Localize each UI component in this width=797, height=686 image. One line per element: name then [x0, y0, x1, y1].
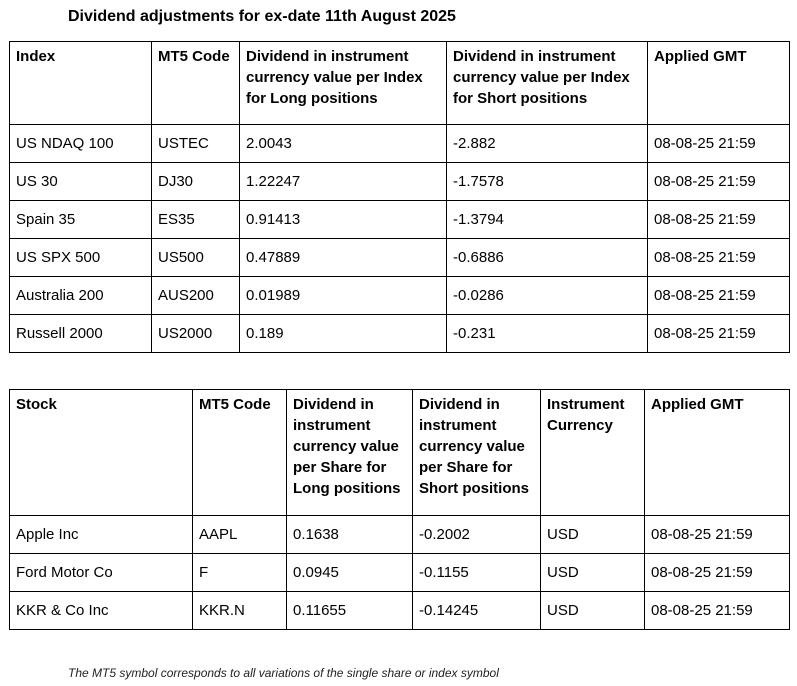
- dividend-long-cell: 0.0945: [287, 554, 413, 592]
- dividend-short-cell: -2.882: [447, 125, 648, 163]
- dividend-long-cell: 0.91413: [240, 201, 447, 239]
- stock-name-cell: Apple Inc: [10, 516, 193, 554]
- column-header-applied-gmt: Applied GMT: [648, 42, 790, 125]
- applied-gmt-cell: 08-08-25 21:59: [648, 125, 790, 163]
- mt5-code-cell: USTEC: [152, 125, 240, 163]
- dividend-short-cell: -0.14245: [413, 592, 541, 630]
- applied-gmt-cell: 08-08-25 21:59: [648, 239, 790, 277]
- stock-dividend-table: [9, 389, 790, 630]
- column-header-dividend-short: Dividend in instrument currency value per Index for Short positions: [447, 42, 648, 125]
- dividend-short-cell: -1.3794: [447, 201, 648, 239]
- index-name-cell: Russell 2000: [10, 315, 152, 353]
- index-name-cell: US NDAQ 100: [10, 125, 152, 163]
- table-row: [10, 315, 790, 353]
- applied-gmt-cell: 08-08-25 21:59: [648, 315, 790, 353]
- column-header-mt5-code: MT5 Code: [193, 390, 287, 516]
- dividend-long-cell: 0.189: [240, 315, 447, 353]
- table-row: [10, 277, 790, 315]
- table-row: [10, 592, 790, 630]
- dividend-long-cell: 0.11655: [287, 592, 413, 630]
- dividend-long-cell: 0.01989: [240, 277, 447, 315]
- dividend-short-cell: -0.231: [447, 315, 648, 353]
- index-name-cell: Spain 35: [10, 201, 152, 239]
- dividend-long-cell: 0.1638: [287, 516, 413, 554]
- applied-gmt-cell: 08-08-25 21:59: [645, 554, 790, 592]
- dividend-long-cell: 0.47889: [240, 239, 447, 277]
- table-row: [10, 163, 790, 201]
- table-row: [10, 125, 790, 163]
- dividend-short-cell: -0.2002: [413, 516, 541, 554]
- currency-cell: USD: [541, 516, 645, 554]
- applied-gmt-cell: 08-08-25 21:59: [648, 163, 790, 201]
- column-header-instrument-currency: Instrument Currency: [541, 390, 645, 516]
- applied-gmt-cell: 08-08-25 21:59: [645, 592, 790, 630]
- mt5-code-cell: KKR.N: [193, 592, 287, 630]
- table-row: [10, 239, 790, 277]
- mt5-code-cell: F: [193, 554, 287, 592]
- dividend-long-cell: 2.0043: [240, 125, 447, 163]
- column-header-stock: Stock: [10, 390, 193, 516]
- stock-name-cell: KKR & Co Inc: [10, 592, 193, 630]
- table-header-row: [10, 42, 790, 125]
- column-header-dividend-short: Dividend in instrument currency value per Share for Short positions: [413, 390, 541, 516]
- currency-cell: USD: [541, 592, 645, 630]
- table-row: [10, 201, 790, 239]
- dividend-long-cell: 1.22247: [240, 163, 447, 201]
- table-row: [10, 554, 790, 592]
- column-header-dividend-long: Dividend in instrument currency value per Share for Long positions: [287, 390, 413, 516]
- mt5-code-cell: US2000: [152, 315, 240, 353]
- column-header-mt5-code: MT5 Code: [152, 42, 240, 125]
- stock-name-cell: Ford Motor Co: [10, 554, 193, 592]
- index-dividend-table: [9, 41, 790, 353]
- applied-gmt-cell: 08-08-25 21:59: [645, 516, 790, 554]
- dividend-short-cell: -0.6886: [447, 239, 648, 277]
- mt5-code-cell: AUS200: [152, 277, 240, 315]
- mt5-code-cell: AAPL: [193, 516, 287, 554]
- index-name-cell: Australia 200: [10, 277, 152, 315]
- applied-gmt-cell: 08-08-25 21:59: [648, 277, 790, 315]
- index-name-cell: US SPX 500: [10, 239, 152, 277]
- page-title: Dividend adjustments for ex-date 11th August 2025: [68, 8, 456, 25]
- column-header-dividend-long: Dividend in instrument currency value per Index for Long positions: [240, 42, 447, 125]
- index-name-cell: US 30: [10, 163, 152, 201]
- mt5-code-cell: ES35: [152, 201, 240, 239]
- table-header-row: [10, 390, 790, 516]
- currency-cell: USD: [541, 554, 645, 592]
- footnote: The MT5 symbol corresponds to all variations of the single share or index symbol: [68, 666, 499, 680]
- mt5-code-cell: US500: [152, 239, 240, 277]
- table-row: [10, 516, 790, 554]
- applied-gmt-cell: 08-08-25 21:59: [648, 201, 790, 239]
- dividend-short-cell: -0.0286: [447, 277, 648, 315]
- column-header-index: Index: [10, 42, 152, 125]
- mt5-code-cell: DJ30: [152, 163, 240, 201]
- dividend-short-cell: -0.1155: [413, 554, 541, 592]
- dividend-short-cell: -1.7578: [447, 163, 648, 201]
- column-header-applied-gmt: Applied GMT: [645, 390, 790, 516]
